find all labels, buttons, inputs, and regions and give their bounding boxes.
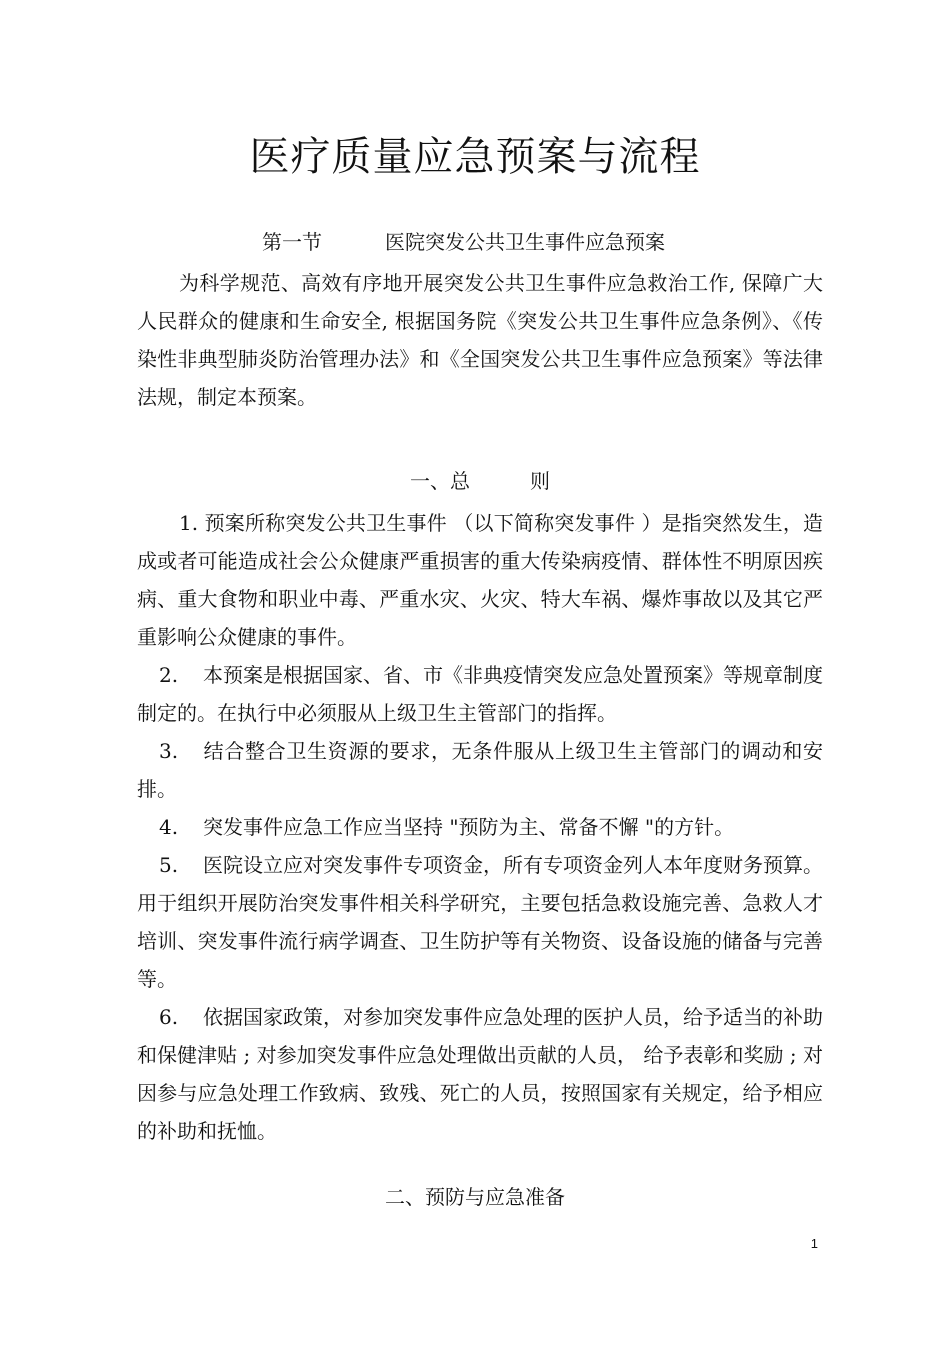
list-item <box>137 656 823 732</box>
list-item <box>137 504 823 656</box>
list-item-number: 3. <box>159 739 179 763</box>
list-item-number: 5. <box>159 853 179 877</box>
page-number: 1 <box>810 1236 818 1251</box>
list-item-text: 医院设立应对突发事件专项资金，所有专项资金列人本年度财务预算。用于组织开展防治突发事件相关科学研究，主要包括急救设施完善、急救人才培训、突发事件流行病学调查、卫生防护等有关物资、设备设施的储备与完善等。 <box>137 853 823 991</box>
list-item-text: 本预案是根据国家、省、市《非典疫情突发应急处置预案》等规章制度制定的。在执行中必须服从上级卫生主管部门的指挥。 <box>137 663 823 725</box>
list-item-number: 4. <box>159 815 179 839</box>
heading-general-left: 一、总 <box>410 469 470 493</box>
heading-prevention-preparedness: 二、预防与应急准备 <box>385 1185 565 1209</box>
principles-list <box>137 504 823 1150</box>
section-number: 第一节 <box>262 230 322 254</box>
list-item-number: 2. <box>159 663 179 687</box>
list-item <box>137 846 823 998</box>
intro-text: 为科学规范、高效有序地开展突发公共卫生事件应急救治工作, 保障广大人民群众的健康和生命安全, 根据国务院《突发公共卫生事件应急条例》、《传染性非典型肺炎防治管理办法》和《全国突发公共卫生事件应急预案》等法律法规，制定本预案。 <box>137 271 823 409</box>
intro-paragraph <box>137 264 823 416</box>
list-item <box>137 732 823 808</box>
list-item-number: 6. <box>159 1005 179 1029</box>
document-title: 医疗质量应急预案与流程 <box>249 134 701 180</box>
list-item <box>137 808 823 846</box>
list-item-text: 突发事件应急工作应当坚持 "预防为主、常备不懈 "的方针。 <box>203 815 735 839</box>
heading-general-right: 则 <box>530 469 550 493</box>
list-item-text: 1. 预案所称突发公共卫生事件 （以下简称突发事件 ）是指突然发生，造成或者可能造成社会公众健康严重损害的重大传染病疫情、群体性不明原因疾病、重大食物和职业中毒、严重水灾、火灾、特大车祸、爆炸事故以及其它严重影响公众健康的事件。 <box>137 511 823 649</box>
heading-general-principles <box>0 462 950 500</box>
section-title <box>0 226 950 258</box>
list-item <box>137 998 823 1150</box>
section-name: 医院突发公共卫生事件应急预案 <box>385 230 665 254</box>
list-item-text: 结合整合卫生资源的要求，无条件服从上级卫生主管部门的调动和安排。 <box>137 739 823 801</box>
list-item-text: 依据国家政策，对参加突发事件应急处理的医护人员，给予适当的补助和保健津贴 ; 对参加突发事件应急处理做出贡献的人员， 给予表彰和奖励 ; 对因参与应急处理工作致病、致残、死亡的人员，按照国家有关规定，给予相应的补助和抚恤。 <box>137 1005 823 1143</box>
